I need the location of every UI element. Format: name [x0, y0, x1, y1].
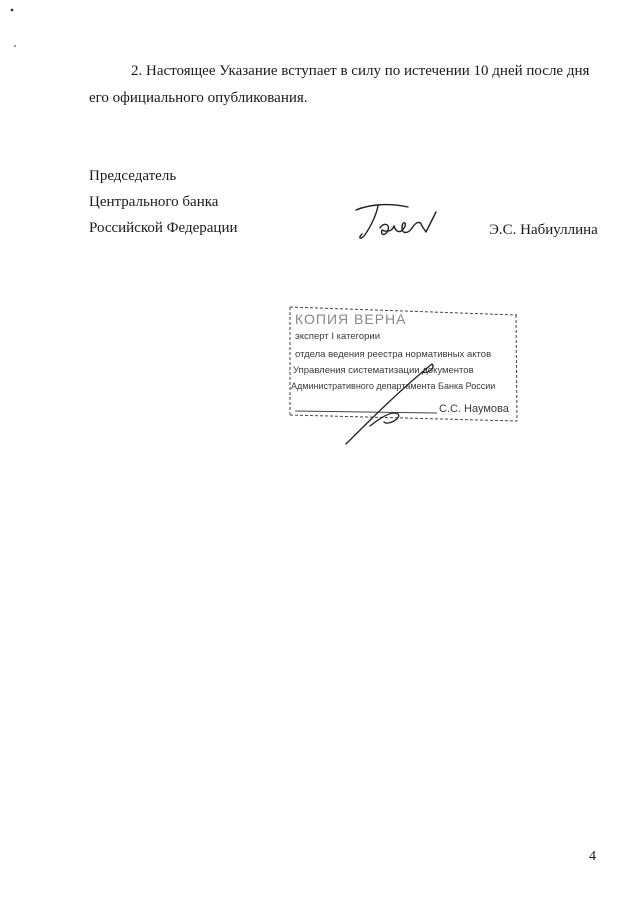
signatory-title-line-2: Центрального банка	[89, 194, 219, 210]
stamp-line-4: Административного департамента Банка России	[291, 381, 496, 391]
page-number: 4	[589, 849, 596, 864]
paragraph-line-1: 2. Настоящее Указание вступает в силу по истечении 10 дней после дня	[131, 63, 590, 79]
handwritten-signature	[350, 198, 445, 248]
stamp-signature	[340, 360, 450, 450]
signatory-title-line-3: Российской Федерации	[89, 220, 238, 236]
signatory-name: Э.С. Набиуллина	[489, 222, 598, 238]
stamp-line-3: Управления систематизации документов	[293, 365, 474, 376]
scan-specks	[0, 0, 40, 60]
stamp-line-2: отдела ведения реестра нормативных актов	[295, 349, 492, 360]
stamp-signer: С.С. Наумова	[439, 403, 509, 415]
signatory-title-line-1: Председатель	[89, 168, 177, 184]
stamp-line-1: эксперт I категории	[295, 331, 381, 342]
paragraph-line-2: его официального опубликования.	[89, 90, 308, 106]
stamp-heading: КОПИЯ ВЕРНА	[295, 311, 407, 327]
